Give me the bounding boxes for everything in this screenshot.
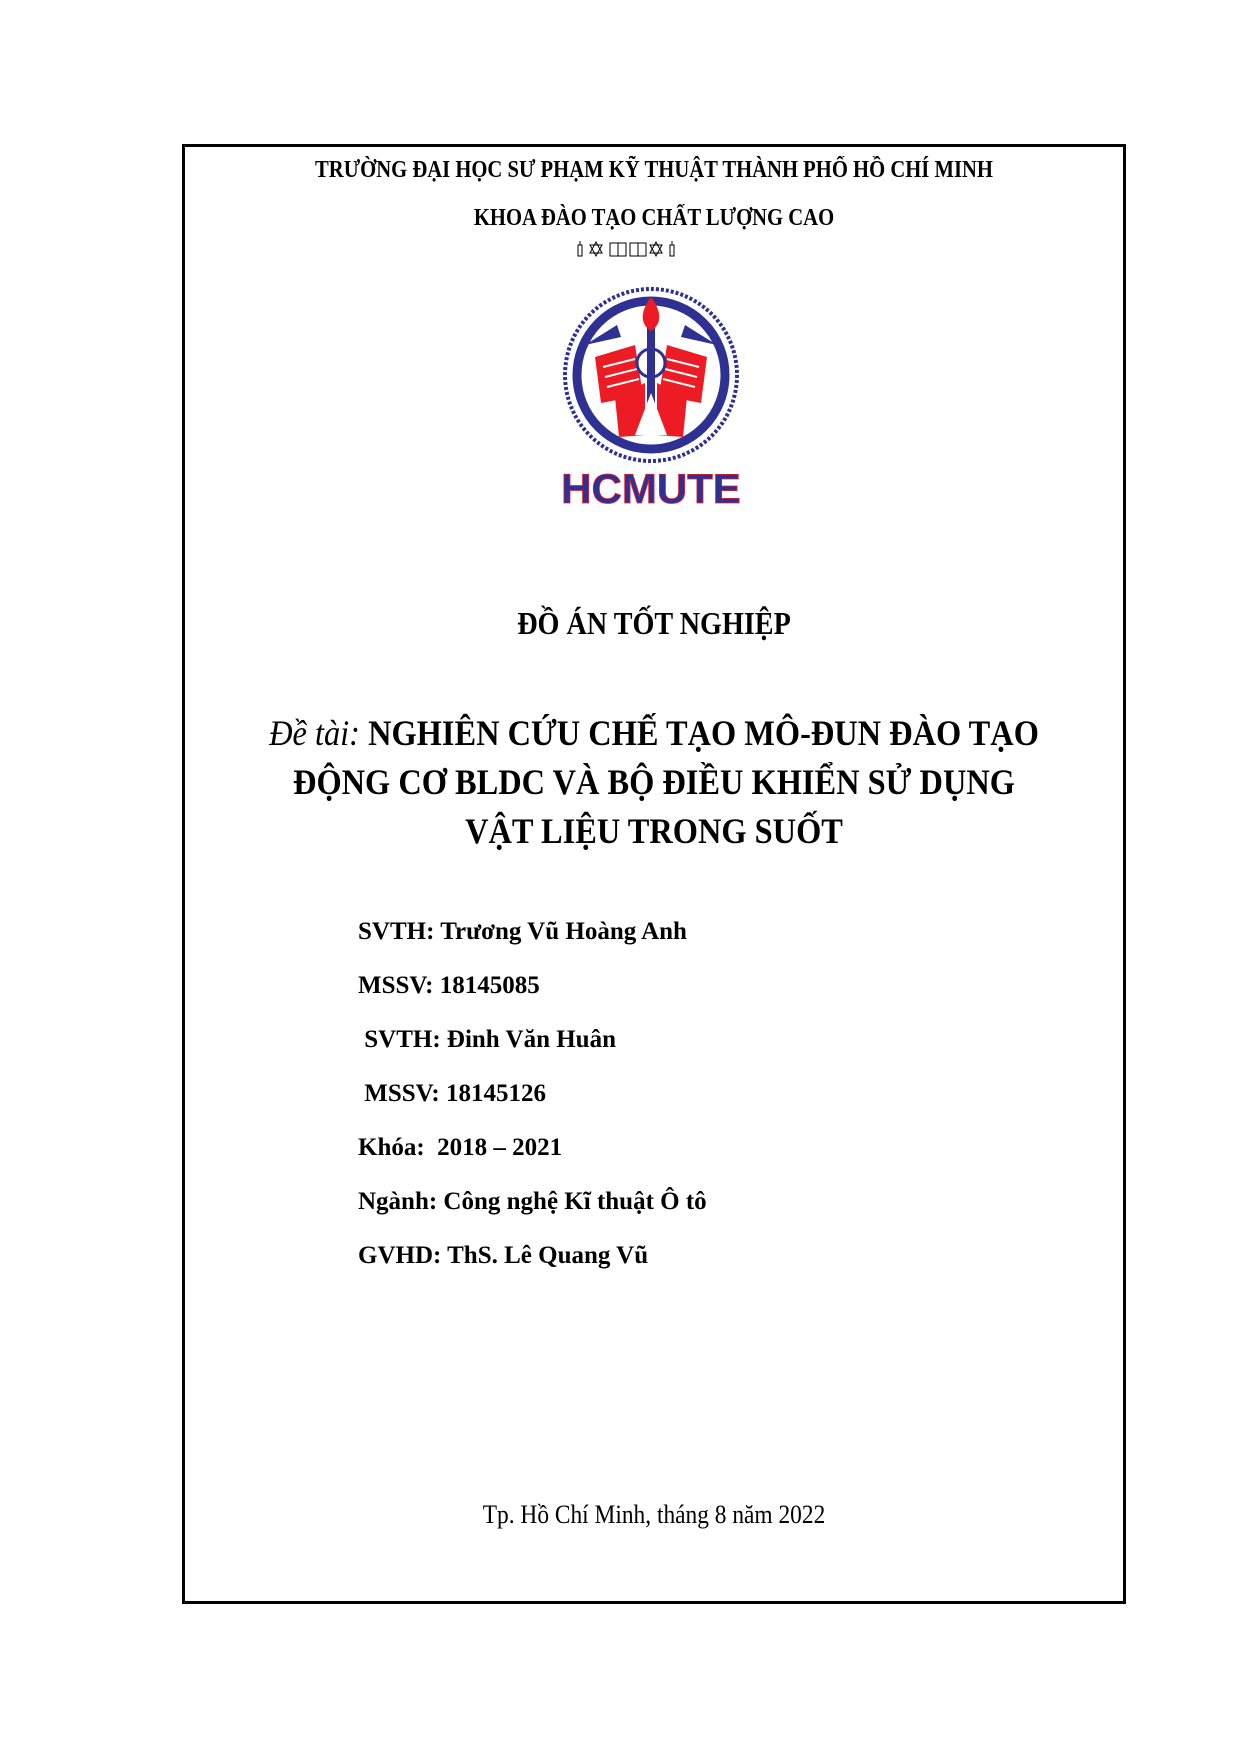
student-2-id: MSSV: 18145126 xyxy=(358,1080,546,1107)
ornament-divider xyxy=(185,239,1123,264)
place-date: Tp. Hồ Chí Minh, tháng 8 năm 2022 xyxy=(482,1500,826,1529)
title-line-2: ĐỘNG CƠ BLDC VÀ BỘ ĐIỀU KHIỂN SỬ DỤNG xyxy=(293,762,1015,802)
student-1-id: MSSV: 18145085 xyxy=(358,972,540,999)
student-2-name: SVTH: Đinh Văn Huân xyxy=(358,1026,616,1053)
supervisor: GVHD: ThS. Lê Quang Vũ xyxy=(358,1242,649,1269)
course-years: Khóa: 2018 – 2021 xyxy=(358,1134,563,1161)
title-line-1: Đề tài: NGHIÊN CỨU CHẾ TẠO MÔ-ĐUN ĐÀO TẠO xyxy=(269,713,1039,753)
university-emblem-icon xyxy=(555,285,747,515)
hcmute-logo xyxy=(555,285,747,515)
title-label: Đề tài: xyxy=(269,713,360,753)
svg-text:HCMUTE: HCMUTE xyxy=(561,465,741,512)
title-line-3: VẬT LIỆU TRONG SUỐT xyxy=(465,811,843,851)
ornament-icon xyxy=(574,239,734,259)
major: Ngành: Công nghệ Kĩ thuật Ô tô xyxy=(358,1188,707,1215)
student-1-name: SVTH: Trương Vũ Hoàng Anh xyxy=(358,918,687,945)
thesis-title xyxy=(205,709,1103,856)
faculty-name: KHOA ĐÀO TẠO CHẤT LƯỢNG CAO xyxy=(473,205,835,231)
thesis-type: ĐỒ ÁN TỐT NGHIỆP xyxy=(517,605,791,641)
school-name: TRƯỜNG ĐẠI HỌC SƯ PHẠM KỸ THUẬT THÀNH PHỐ HỒ CHÍ MINH xyxy=(315,157,993,183)
cover-border xyxy=(182,144,1126,1604)
